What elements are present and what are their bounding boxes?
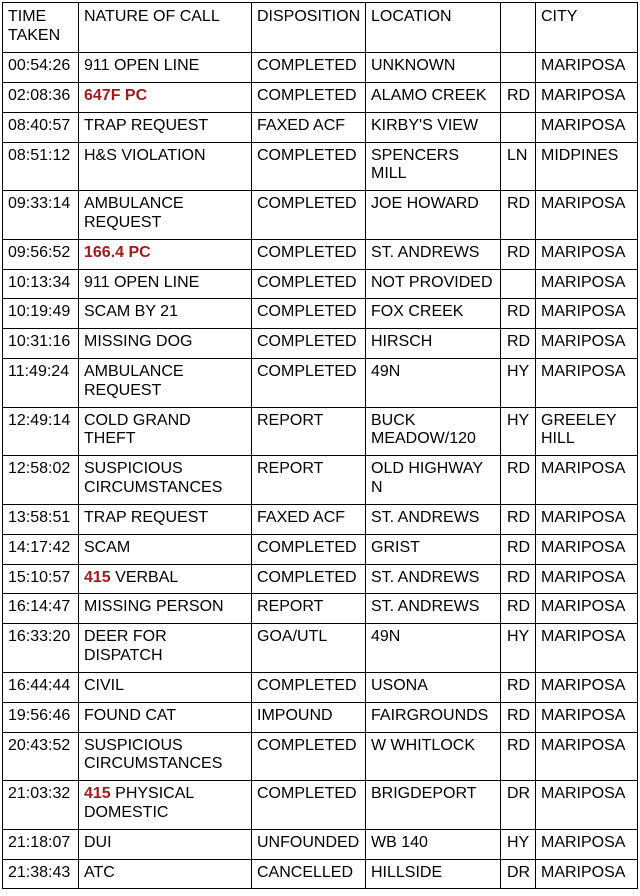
- city-cell: MARIPOSA: [536, 329, 638, 359]
- street-suffix-cell: RD: [501, 240, 536, 270]
- city-cell: MARIPOSA: [536, 299, 638, 329]
- location-cell: HILLSIDE: [366, 860, 501, 890]
- street-suffix-cell: [501, 113, 536, 143]
- call-description: FOUND CAT: [84, 706, 177, 724]
- nature-of-call-cell: [79, 565, 252, 595]
- nature-of-call-cell: [79, 456, 252, 505]
- disposition-cell: IMPOUND: [252, 703, 366, 733]
- call-description: TRAP REQUEST: [84, 508, 209, 526]
- city-cell: MARIPOSA: [536, 830, 638, 860]
- street-suffix-cell: HY: [501, 359, 536, 408]
- time-taken-cell: 09:33:14: [3, 191, 79, 240]
- nature-of-call-cell: [79, 191, 252, 240]
- street-suffix-cell: RD: [501, 703, 536, 733]
- city-cell: MIDPINES: [536, 143, 638, 192]
- call-description: AMBULANCE REQUEST: [84, 363, 184, 399]
- location-cell: BUCK MEADOW/120: [366, 408, 501, 457]
- city-cell: MARIPOSA: [536, 191, 638, 240]
- street-suffix-cell: RD: [501, 565, 536, 595]
- disposition-header: DISPOSITION: [252, 3, 366, 53]
- disposition-cell: COMPLETED: [252, 53, 366, 83]
- street-suffix-cell: RD: [501, 733, 536, 782]
- location-cell: 49N: [366, 624, 501, 673]
- nature-of-call-cell: [79, 299, 252, 329]
- city-cell: MARIPOSA: [536, 594, 638, 624]
- street-suffix-cell: RD: [501, 673, 536, 703]
- call-description: COLD GRAND THEFT: [84, 411, 191, 448]
- location-cell: UNKNOWN: [366, 53, 501, 83]
- call-description: MISSING PERSON: [84, 598, 224, 616]
- time-taken-cell: 15:10:57: [3, 565, 79, 595]
- disposition-cell: COMPLETED: [252, 143, 366, 192]
- time-taken-cell: 12:49:14: [3, 408, 79, 457]
- disposition-cell: COMPLETED: [252, 240, 366, 270]
- nature-of-call-cell: [79, 703, 252, 733]
- disposition-cell: CANCELLED: [252, 860, 366, 890]
- location-cell: OLD HIGHWAY N: [366, 456, 501, 505]
- nature-of-call-cell: [79, 594, 252, 624]
- nature-of-call-header: NATURE OF CALL: [79, 3, 252, 53]
- street-suffix-cell: RD: [501, 594, 536, 624]
- location-cell: ST. ANDREWS: [366, 594, 501, 624]
- city-cell: MARIPOSA: [536, 456, 638, 505]
- call-description: VERBAL: [115, 568, 179, 586]
- nature-of-call-cell: [79, 359, 252, 408]
- disposition-cell: COMPLETED: [252, 270, 366, 300]
- time-taken-cell: 11:49:24: [3, 359, 79, 408]
- time-taken-cell: 16:14:47: [3, 594, 79, 624]
- location-cell: KIRBY'S VIEW: [366, 113, 501, 143]
- street-suffix-cell: [501, 270, 536, 300]
- nature-of-call-cell: [79, 113, 252, 143]
- nature-of-call-cell: [79, 270, 252, 300]
- street-suffix-cell: HY: [501, 830, 536, 860]
- nature-of-call-cell: [79, 781, 252, 830]
- location-cell: BRIGDEPORT: [366, 781, 501, 830]
- city-cell: MARIPOSA: [536, 565, 638, 595]
- time-taken-cell: 20:43:52: [3, 733, 79, 782]
- street-suffix-cell: RD: [501, 329, 536, 359]
- disposition-cell: COMPLETED: [252, 191, 366, 240]
- penal-code: 647F PC: [84, 86, 148, 104]
- call-description: DEER FOR DISPATCH: [84, 628, 167, 664]
- call-description: SUSPICIOUS CIRCUMSTANCES: [84, 460, 223, 497]
- city-cell: MARIPOSA: [536, 53, 638, 83]
- location-cell: W WHITLOCK: [366, 733, 501, 782]
- nature-of-call-cell: [79, 535, 252, 565]
- call-description: TRAP REQUEST: [84, 116, 209, 134]
- call-description: PHYSICAL DOMESTIC: [84, 785, 194, 821]
- time-taken-cell: 16:33:20: [3, 624, 79, 673]
- time-taken-cell: 08:51:12: [3, 143, 79, 192]
- location-cell: NOT PROVIDED: [366, 270, 501, 300]
- time-taken-cell: 16:44:44: [3, 673, 79, 703]
- city-cell: MARIPOSA: [536, 624, 638, 673]
- call-description: 911 OPEN LINE: [84, 57, 200, 74]
- time-taken-header: TIME TAKEN: [3, 3, 79, 53]
- time-taken-cell: 10:13:34: [3, 270, 79, 300]
- city-cell: MARIPOSA: [536, 270, 638, 300]
- street-suffix-header: [501, 3, 536, 53]
- location-cell: WB 140: [366, 830, 501, 860]
- nature-of-call-cell: [79, 240, 252, 270]
- disposition-cell: COMPLETED: [252, 673, 366, 703]
- street-suffix-cell: RD: [501, 83, 536, 113]
- nature-of-call-cell: [79, 143, 252, 192]
- nature-of-call-cell: [79, 505, 252, 535]
- disposition-cell: GOA/UTL: [252, 624, 366, 673]
- location-cell: JOE HOWARD: [366, 191, 501, 240]
- location-cell: FOX CREEK: [366, 299, 501, 329]
- disposition-cell: COMPLETED: [252, 83, 366, 113]
- city-cell: MARIPOSA: [536, 673, 638, 703]
- call-description: MISSING DOG: [84, 333, 193, 351]
- city-cell: MARIPOSA: [536, 113, 638, 143]
- time-taken-cell: 10:19:49: [3, 299, 79, 329]
- time-taken-cell: 21:18:07: [3, 830, 79, 860]
- nature-of-call-cell: [79, 329, 252, 359]
- disposition-cell: COMPLETED: [252, 535, 366, 565]
- call-description: AMBULANCE REQUEST: [84, 195, 184, 231]
- penal-code: 415: [84, 568, 111, 586]
- disposition-cell: REPORT: [252, 594, 366, 624]
- nature-of-call-cell: [79, 673, 252, 703]
- disposition-cell: UNFOUNDED: [252, 830, 366, 860]
- time-taken-cell: 19:56:46: [3, 703, 79, 733]
- time-taken-cell: 12:58:02: [3, 456, 79, 505]
- nature-of-call-cell: [79, 624, 252, 673]
- street-suffix-cell: RD: [501, 191, 536, 240]
- street-suffix-cell: RD: [501, 299, 536, 329]
- disposition-cell: COMPLETED: [252, 329, 366, 359]
- disposition-cell: FAXED ACF: [252, 113, 366, 143]
- penal-code: 415: [84, 785, 111, 803]
- call-description: ATC: [84, 863, 115, 881]
- time-taken-cell: 21:03:32: [3, 781, 79, 830]
- location-cell: GRIST: [366, 535, 501, 565]
- nature-of-call-cell: [79, 830, 252, 860]
- location-cell: ST. ANDREWS: [366, 240, 501, 270]
- location-cell: ALAMO CREEK: [366, 83, 501, 113]
- disposition-cell: COMPLETED: [252, 359, 366, 408]
- street-suffix-cell: DR: [501, 860, 536, 890]
- call-description: CIVIL: [84, 676, 125, 694]
- time-taken-cell: 13:58:51: [3, 505, 79, 535]
- call-description: SCAM BY 21: [84, 303, 178, 321]
- disposition-cell: COMPLETED: [252, 299, 366, 329]
- nature-of-call-cell: [79, 53, 252, 83]
- location-cell: ST. ANDREWS: [366, 565, 501, 595]
- call-description: H&S VIOLATION: [84, 146, 206, 164]
- street-suffix-cell: RD: [501, 456, 536, 505]
- nature-of-call-cell: [79, 733, 252, 782]
- nature-of-call-cell: [79, 408, 252, 457]
- call-description: SCAM: [84, 538, 131, 556]
- disposition-cell: COMPLETED: [252, 565, 366, 595]
- location-cell: SPENCERS MILL: [366, 143, 501, 192]
- location-cell: FAIRGROUNDS: [366, 703, 501, 733]
- city-cell: MARIPOSA: [536, 781, 638, 830]
- call-description: DUI: [84, 833, 112, 851]
- time-taken-cell: 08:40:57: [3, 113, 79, 143]
- disposition-cell: REPORT: [252, 408, 366, 457]
- disposition-cell: REPORT: [252, 456, 366, 505]
- time-taken-cell: 14:17:42: [3, 535, 79, 565]
- location-cell: ST. ANDREWS: [366, 505, 501, 535]
- street-suffix-cell: RD: [501, 535, 536, 565]
- time-taken-cell: 21:38:43: [3, 860, 79, 890]
- call-log-table: [2, 2, 638, 889]
- city-cell: MARIPOSA: [536, 703, 638, 733]
- city-cell: MARIPOSA: [536, 359, 638, 408]
- call-description: SUSPICIOUS CIRCUMSTANCES: [84, 736, 223, 773]
- street-suffix-cell: RD: [501, 505, 536, 535]
- time-taken-cell: 00:54:26: [3, 53, 79, 83]
- city-cell: MARIPOSA: [536, 535, 638, 565]
- nature-of-call-cell: [79, 83, 252, 113]
- city-cell: MARIPOSA: [536, 83, 638, 113]
- city-cell: MARIPOSA: [536, 505, 638, 535]
- city-cell: MARIPOSA: [536, 733, 638, 782]
- call-description: 911 OPEN LINE: [84, 273, 200, 291]
- time-taken-cell: 09:56:52: [3, 240, 79, 270]
- time-taken-cell: 02:08:36: [3, 83, 79, 113]
- location-cell: 49N: [366, 359, 501, 408]
- street-suffix-cell: [501, 53, 536, 83]
- nature-of-call-cell: [79, 860, 252, 890]
- location-cell: HIRSCH: [366, 329, 501, 359]
- street-suffix-cell: DR: [501, 781, 536, 830]
- street-suffix-cell: HY: [501, 408, 536, 457]
- disposition-cell: FAXED ACF: [252, 505, 366, 535]
- location-cell: USONA: [366, 673, 501, 703]
- city-cell: GREELEY HILL: [536, 408, 638, 457]
- location-header: LOCATION: [366, 3, 501, 53]
- disposition-cell: COMPLETED: [252, 781, 366, 830]
- disposition-cell: COMPLETED: [252, 733, 366, 782]
- city-cell: MARIPOSA: [536, 240, 638, 270]
- city-cell: MARIPOSA: [536, 860, 638, 890]
- street-suffix-cell: LN: [501, 143, 536, 192]
- time-taken-cell: 10:31:16: [3, 329, 79, 359]
- street-suffix-cell: HY: [501, 624, 536, 673]
- penal-code: 166.4 PC: [84, 243, 151, 261]
- city-header: CITY: [536, 3, 638, 53]
